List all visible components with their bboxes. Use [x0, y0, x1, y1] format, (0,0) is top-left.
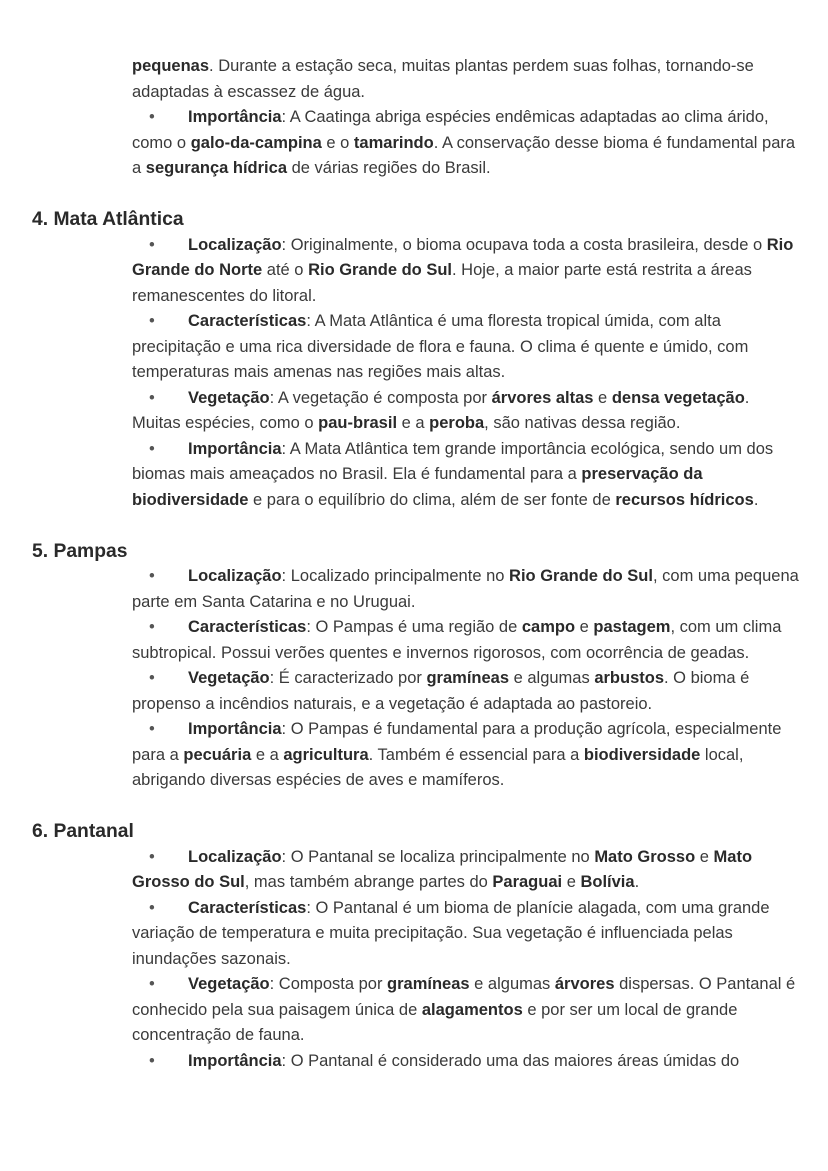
item-label: Características [188, 618, 307, 636]
text-run: . [634, 873, 640, 891]
bullet-icon: • [149, 618, 155, 636]
bullet-icon: • [149, 847, 155, 866]
bold-term: Mato Grosso do Sul [132, 847, 753, 891]
text-run: . [753, 490, 759, 509]
text-run: de várias regiões do Brasil. [287, 159, 491, 177]
section-items [0, 564, 828, 794]
section-heading: 6. Pantanal [32, 821, 134, 842]
bullet-item [132, 1049, 802, 1075]
bold-term: segurança hídrica [145, 159, 287, 177]
bold-term: agricultura [283, 745, 369, 764]
text-run: dispersas. O Pantanal é conhecido pela sua paisagem única de [132, 975, 796, 1019]
section-items [0, 233, 828, 514]
sections-container [0, 182, 828, 1075]
bold-term: Paraguai [492, 873, 563, 891]
text-run: : Originalmente, o bioma ocupava toda a costa brasileira, desde o [281, 235, 767, 254]
bold-term: Rio Grande do Sul [308, 261, 452, 279]
item-label: Vegetação [188, 388, 270, 407]
text-run: e [593, 388, 612, 407]
bullet-item [132, 564, 802, 615]
bold-term: Bolívia [580, 873, 635, 891]
bullet-item [132, 717, 802, 794]
bold-term: preservação da biodiversidade [132, 465, 703, 509]
bold-term: arbustos [594, 669, 664, 687]
item-label: Características [188, 898, 307, 917]
bold-term: tamarindo [353, 133, 434, 152]
text-run: : O Pampas é uma região de [306, 618, 522, 636]
item-label: Importância [188, 720, 282, 738]
bullet-icon: • [149, 108, 155, 126]
text-run: e a [251, 745, 284, 764]
text-run: e [575, 618, 594, 636]
bold-term: Rio Grande do Sul [509, 567, 653, 585]
text-run: . Muitas espécies, como o [132, 388, 750, 432]
bullet-icon: • [149, 720, 155, 738]
item-label: Vegetação [188, 669, 270, 687]
text-run: e para o equilíbrio do clima, além de ser fonte de [248, 490, 616, 509]
bullet-icon: • [149, 439, 155, 458]
text-run: local, abrigando diversas espécies de aves e mamíferos. [132, 745, 744, 789]
text-run: : A Caatinga abriga espécies endêmicas adaptadas ao clima árido, como o [132, 108, 769, 152]
text-run: e [695, 847, 714, 866]
section-heading: 5. Pampas [32, 540, 128, 562]
text-run: : É caracterizado por [269, 669, 427, 687]
section [0, 513, 828, 794]
text-run: e por ser um local de grande concentração de fauna. [132, 1000, 738, 1044]
bold-term: pau-brasil [318, 414, 398, 432]
bullet-item [132, 845, 802, 896]
text-run: : Composta por [269, 975, 388, 993]
bullet-item [132, 972, 802, 1049]
section-spacer [0, 794, 828, 820]
document-content [0, 54, 828, 1074]
bullet-item [132, 233, 802, 310]
item-label: Localização [188, 847, 282, 866]
text-run: : O Pantanal se localiza principalmente no [281, 847, 595, 866]
text-run: : A Mata Atlântica é uma floresta tropical úmida, com alta precipitação e uma rica diversidade de flora e fauna. O clima é quente e úmido, com temperaturas mais amenas nas regiões mais altas. [132, 312, 749, 381]
bold-term: pecuária [183, 745, 252, 764]
bullet-item [132, 896, 802, 973]
text-run: , mas também abrange partes do [244, 873, 493, 891]
text-run: até o [262, 261, 309, 279]
bold-term: campo [521, 618, 576, 636]
bullet-icon: • [149, 567, 155, 585]
section [0, 182, 828, 514]
text-run: e a [397, 414, 430, 432]
bullet-item [132, 615, 802, 666]
bullet-icon: • [149, 388, 155, 407]
text-run: . O bioma é propenso a incêndios naturais, e a vegetação é adaptada ao pastoreio. [132, 669, 750, 713]
item-label: Vegetação [188, 975, 270, 993]
bullet-icon: • [149, 235, 155, 254]
text-run: . A conservação desse bioma é fundamental para a [132, 133, 796, 177]
bold-term: gramíneas [426, 669, 510, 687]
item-label: Características [188, 312, 307, 330]
bold-term: Mato Grosso [594, 847, 696, 866]
bold-term: árvores altas [491, 388, 594, 407]
bullet-icon: • [149, 1051, 155, 1070]
item-label: Importância [188, 1051, 282, 1070]
text-run: . Durante a estação seca, muitas plantas perdem suas folhas, tornando-se adaptadas à escassez de água. [132, 57, 754, 101]
bold-term: árvores [554, 975, 615, 993]
item-label: Localização [188, 567, 282, 585]
text-run: : O Pantanal é um bioma de planície alagada, com uma grande variação de temperatura e muita precipitação. Sua vegetação é influenciada pelas inundações sazonais. [132, 898, 770, 968]
bold-term: galo-da-campina [190, 133, 322, 152]
bold-term: peroba [429, 414, 485, 432]
bullet-icon: • [149, 669, 155, 687]
section-heading: 4. Mata Atlântica [32, 209, 184, 230]
text-run: : Localizado principalmente no [281, 567, 510, 585]
bold-term: biodiversidade [583, 745, 701, 764]
section-items [0, 845, 828, 1075]
text-run: . Hoje, a maior parte está restrita a áreas remanescentes do litoral. [132, 261, 752, 305]
bold-term: Rio Grande do Norte [132, 235, 794, 279]
item-label: Importância [188, 439, 282, 458]
text-run: : O Pantanal é considerado uma das maiores áreas úmidas do [281, 1051, 740, 1070]
section-spacer [0, 182, 828, 208]
item-label: Localização [188, 235, 282, 254]
item-label: Importância [188, 108, 282, 126]
section-spacer [0, 513, 828, 539]
text-run: , com um clima subtropical. Possui verões quentes e invernos rigorosos, com ocorrência de geadas. [132, 618, 782, 662]
item-text [282, 1052, 740, 1070]
bullet-item [132, 309, 802, 386]
bullet-icon: • [149, 312, 155, 330]
bold-term: pequenas [132, 57, 210, 75]
caatinga-importance-item [132, 105, 802, 182]
bold-term: recursos hídricos [615, 490, 754, 509]
text-run: e algumas [469, 975, 555, 993]
caatinga-vegetation-tail [132, 54, 802, 105]
bold-term: pastagem [593, 618, 671, 636]
bold-term: gramíneas [387, 975, 470, 993]
bullet-item [132, 437, 802, 514]
bold-term: alagamentos [421, 1000, 523, 1019]
bold-term: densa vegetação [611, 388, 745, 407]
text-run: , são nativas dessa região. [484, 414, 681, 432]
text-run: . Também é essencial para a [368, 745, 584, 764]
bullet-icon: • [149, 898, 155, 917]
text-run: : A Mata Atlântica tem grande importância ecológica, sendo um dos biomas mais ameaçados no Brasil. Ela é fundamental para a [132, 439, 774, 483]
text-run: , com uma pequena parte em Santa Catarina e no Uruguai. [132, 567, 799, 611]
text-run: e [562, 873, 581, 891]
text-run: e algumas [509, 669, 595, 687]
text-run: : A vegetação é composta por [269, 388, 492, 407]
section [0, 794, 828, 1075]
bullet-item [132, 666, 802, 717]
bullet-icon: • [149, 975, 155, 993]
text-run: : O Pampas é fundamental para a produção agrícola, especialmente para a [132, 720, 782, 764]
text-run: e o [321, 133, 354, 152]
bullet-item [132, 386, 802, 437]
